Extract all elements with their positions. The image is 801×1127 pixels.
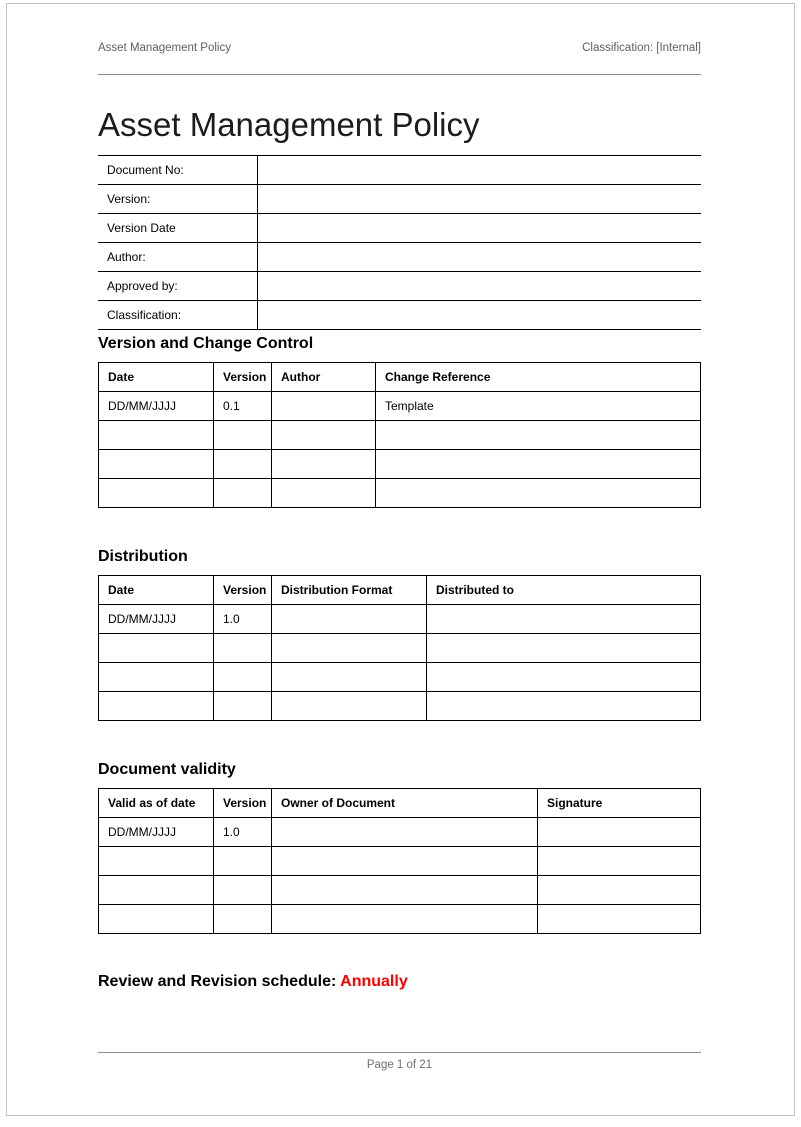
column-header: Distributed to [427,576,701,605]
table-cell [427,634,701,663]
table-cell [99,692,214,721]
section-heading: Version and Change Control [98,335,314,352]
table-cell [272,663,427,692]
info-value-cell [257,185,701,214]
table-cell [376,421,701,450]
table-cell: Template [376,392,701,421]
table-cell: 1.0 [214,818,272,847]
table-row [98,301,701,330]
column-header: Version [214,576,272,605]
review-schedule-value: Annually [340,973,408,990]
info-label: Document No: [98,156,257,185]
table-cell [214,450,272,479]
table-cell [427,605,701,634]
review-schedule-line [98,972,701,991]
column-header: Date [99,576,214,605]
table-row [99,634,701,663]
document-validity-table [98,788,701,934]
table-cell [99,847,214,876]
column-header: Valid as of date [99,789,214,818]
section-distribution [98,547,701,721]
info-value-cell [257,156,701,185]
table-cell: DD/MM/JJJJ [99,605,214,634]
document-info-table [98,155,701,330]
table-cell: DD/MM/JJJJ [99,392,214,421]
info-label: Classification: [98,301,257,330]
table-row [98,185,701,214]
table-cell [214,692,272,721]
document-title: Asset Management Policy [98,106,480,143]
table-cell [427,663,701,692]
table-header-row [99,789,701,818]
table-row [99,450,701,479]
table-cell [272,479,376,508]
table-row [99,392,701,421]
table-cell [427,692,701,721]
review-schedule-label: Review and Revision schedule: [98,973,341,990]
table-cell [214,634,272,663]
distribution-table [98,575,701,721]
table-cell [538,818,701,847]
table-row [98,156,701,185]
table-cell [214,905,272,934]
version-change-control-table [98,362,701,508]
info-value-cell [257,301,701,330]
document-body [98,75,701,991]
page-number-text: Page 1 of 21 [366,1059,433,1071]
info-label: Author: [98,243,257,272]
table-cell [214,663,272,692]
page-header [98,0,701,75]
table-cell [99,905,214,934]
column-header: Author [272,363,376,392]
column-header: Version [214,363,272,392]
info-value-cell [257,272,701,301]
column-header: Version [214,789,272,818]
table-cell [99,421,214,450]
table-cell [99,450,214,479]
table-row [99,605,701,634]
table-cell [214,421,272,450]
section-heading: Distribution [98,548,188,565]
table-row [99,692,701,721]
table-cell [538,847,701,876]
table-cell [99,479,214,508]
table-cell [272,450,376,479]
info-label: Approved by: [98,272,257,301]
info-label: Version: [98,185,257,214]
table-cell [99,876,214,905]
table-cell [272,905,538,934]
table-row [99,847,701,876]
table-cell: 0.1 [214,392,272,421]
table-header-row [99,576,701,605]
table-cell [214,876,272,905]
header-right-text: Classification: [Internal] [582,42,701,54]
table-header-row [99,363,701,392]
table-cell [272,421,376,450]
table-cell [376,450,701,479]
column-header: Owner of Document [272,789,538,818]
table-cell [272,605,427,634]
table-row [99,421,701,450]
table-row [98,272,701,301]
header-left-text: Asset Management Policy [98,42,231,54]
table-cell [538,876,701,905]
table-cell [376,479,701,508]
info-label: Version Date [98,214,257,243]
table-cell [272,876,538,905]
table-cell: 1.0 [214,605,272,634]
table-cell [538,905,701,934]
table-cell: DD/MM/JJJJ [99,818,214,847]
table-row [99,663,701,692]
table-cell [272,818,538,847]
table-cell [272,392,376,421]
column-header: Signature [538,789,701,818]
section-document-validity [98,760,701,934]
table-cell [272,634,427,663]
table-row [99,818,701,847]
table-cell [214,479,272,508]
table-row [99,876,701,905]
info-value-cell [257,243,701,272]
column-header: Distribution Format [272,576,427,605]
page-footer [98,1052,701,1071]
table-cell [272,847,538,876]
table-row [99,905,701,934]
section-heading: Document validity [98,761,236,778]
table-cell [272,692,427,721]
table-row [98,214,701,243]
table-cell [99,634,214,663]
info-value-cell [257,214,701,243]
section-version-and-change-control [98,334,701,508]
table-cell [99,663,214,692]
table-row [98,243,701,272]
column-header: Date [99,363,214,392]
table-cell [214,847,272,876]
table-row [99,479,701,508]
column-header: Change Reference [376,363,701,392]
